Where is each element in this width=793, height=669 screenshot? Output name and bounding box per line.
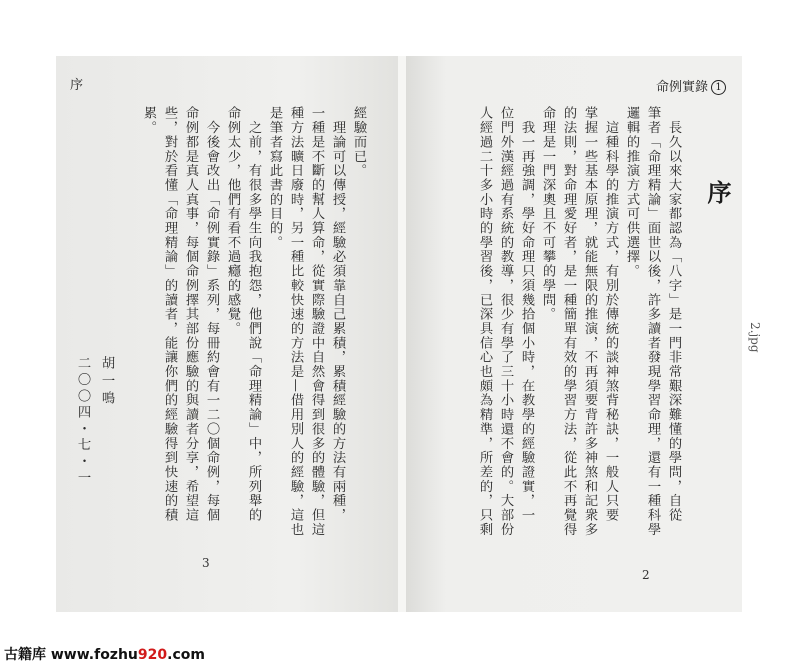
left-text-column: 累。 (141, 106, 156, 135)
right-text-column: 的法則，對命理愛好者，是一種簡單有效的學習方法，從此不再覺得 (561, 106, 576, 537)
watermark-cn: 古籍库 (4, 647, 46, 663)
site-watermark[interactable] (4, 644, 205, 664)
left-text-column: 經驗而已。 (351, 106, 366, 178)
right-page-header (656, 76, 726, 95)
right-text-column: 我一再強調，學好命理只須幾拾個小時，在教學的經驗證實，一 (519, 106, 534, 523)
left-text-column: 理論可以傳授，經驗必須靠自己累積，累積經驗的方法有兩種， (330, 106, 345, 523)
book-spread (56, 56, 742, 612)
watermark-suffix: .com (167, 647, 205, 663)
left-text-column: 命例都是真人真事，每個命例擇其部份應驗的與讀者分享，希望這 (183, 106, 198, 523)
preface-date: 二〇〇四・七・一 (75, 356, 90, 487)
left-text-column: 今後會改出「命例實錄」系列，每冊約會有一二〇個命例，每個 (204, 106, 219, 523)
watermark-prefix: www.fozhu (50, 647, 138, 663)
left-text-column: 之前，有很多學生向我抱怨，他們說「命理精論」中，所列舉的 (246, 106, 261, 523)
book-gutter (398, 56, 406, 612)
right-text-column: 筆者「命理精論」面世以後，許多讀者發現學習命理，還有一種科學 (645, 106, 660, 537)
book-title: 命例實錄 (656, 80, 709, 95)
left-text-column: 一種是不斷的幫人算命，從實際驗證中自然會得到很多的體驗，但這 (309, 106, 324, 537)
preface-title: 序 (703, 180, 732, 204)
right-text-column: 人經過二十多小時的學習後，已深具信心也頗為精準，所差的，只剩 (477, 106, 492, 537)
right-text-column: 長久以來大家都認為「八字」是一門非常艱深難懂的學問，自從 (666, 106, 681, 523)
left-page-number: 3 (202, 556, 210, 570)
right-text-column: 邏輯的推演方式可供選擇。 (624, 106, 639, 279)
left-page (56, 56, 398, 612)
left-text-column: 些，對於看懂「命理精論」的讀者，能讓你們的經驗得到快速的積 (162, 106, 177, 523)
right-text-column: 命理是一門深奧且不可攀的學問。 (540, 106, 555, 322)
header-circled-number: 1 (711, 80, 726, 95)
watermark-number: 920 (137, 647, 168, 663)
left-text-column: 命例太少，他們有看不過癮的感覺。 (225, 106, 240, 336)
file-label: 2.jpg (748, 322, 762, 353)
left-text-column: 種方法曠日廢時，另一種比較快速的方法是—借用別人的經驗，這也 (288, 106, 303, 537)
right-text-column: 位門外漢經過有系統的教導，很少有學了三十小時還不會的。大部份 (498, 106, 513, 537)
signature: 胡一鳴 (99, 356, 114, 408)
right-text-column: 這種科學的推演方式，有別於傳統的談神煞背秘訣，一般人只要 (603, 106, 618, 523)
left-page-header: 序 (70, 78, 84, 93)
left-text-column: 是筆者寫此書的目的。 (267, 106, 282, 250)
right-page-number: 2 (642, 568, 650, 582)
right-text-column: 掌握一些基本原理，就能無限的推演，不再須要背許多神煞和記衆多 (582, 106, 597, 537)
right-page (406, 56, 742, 612)
